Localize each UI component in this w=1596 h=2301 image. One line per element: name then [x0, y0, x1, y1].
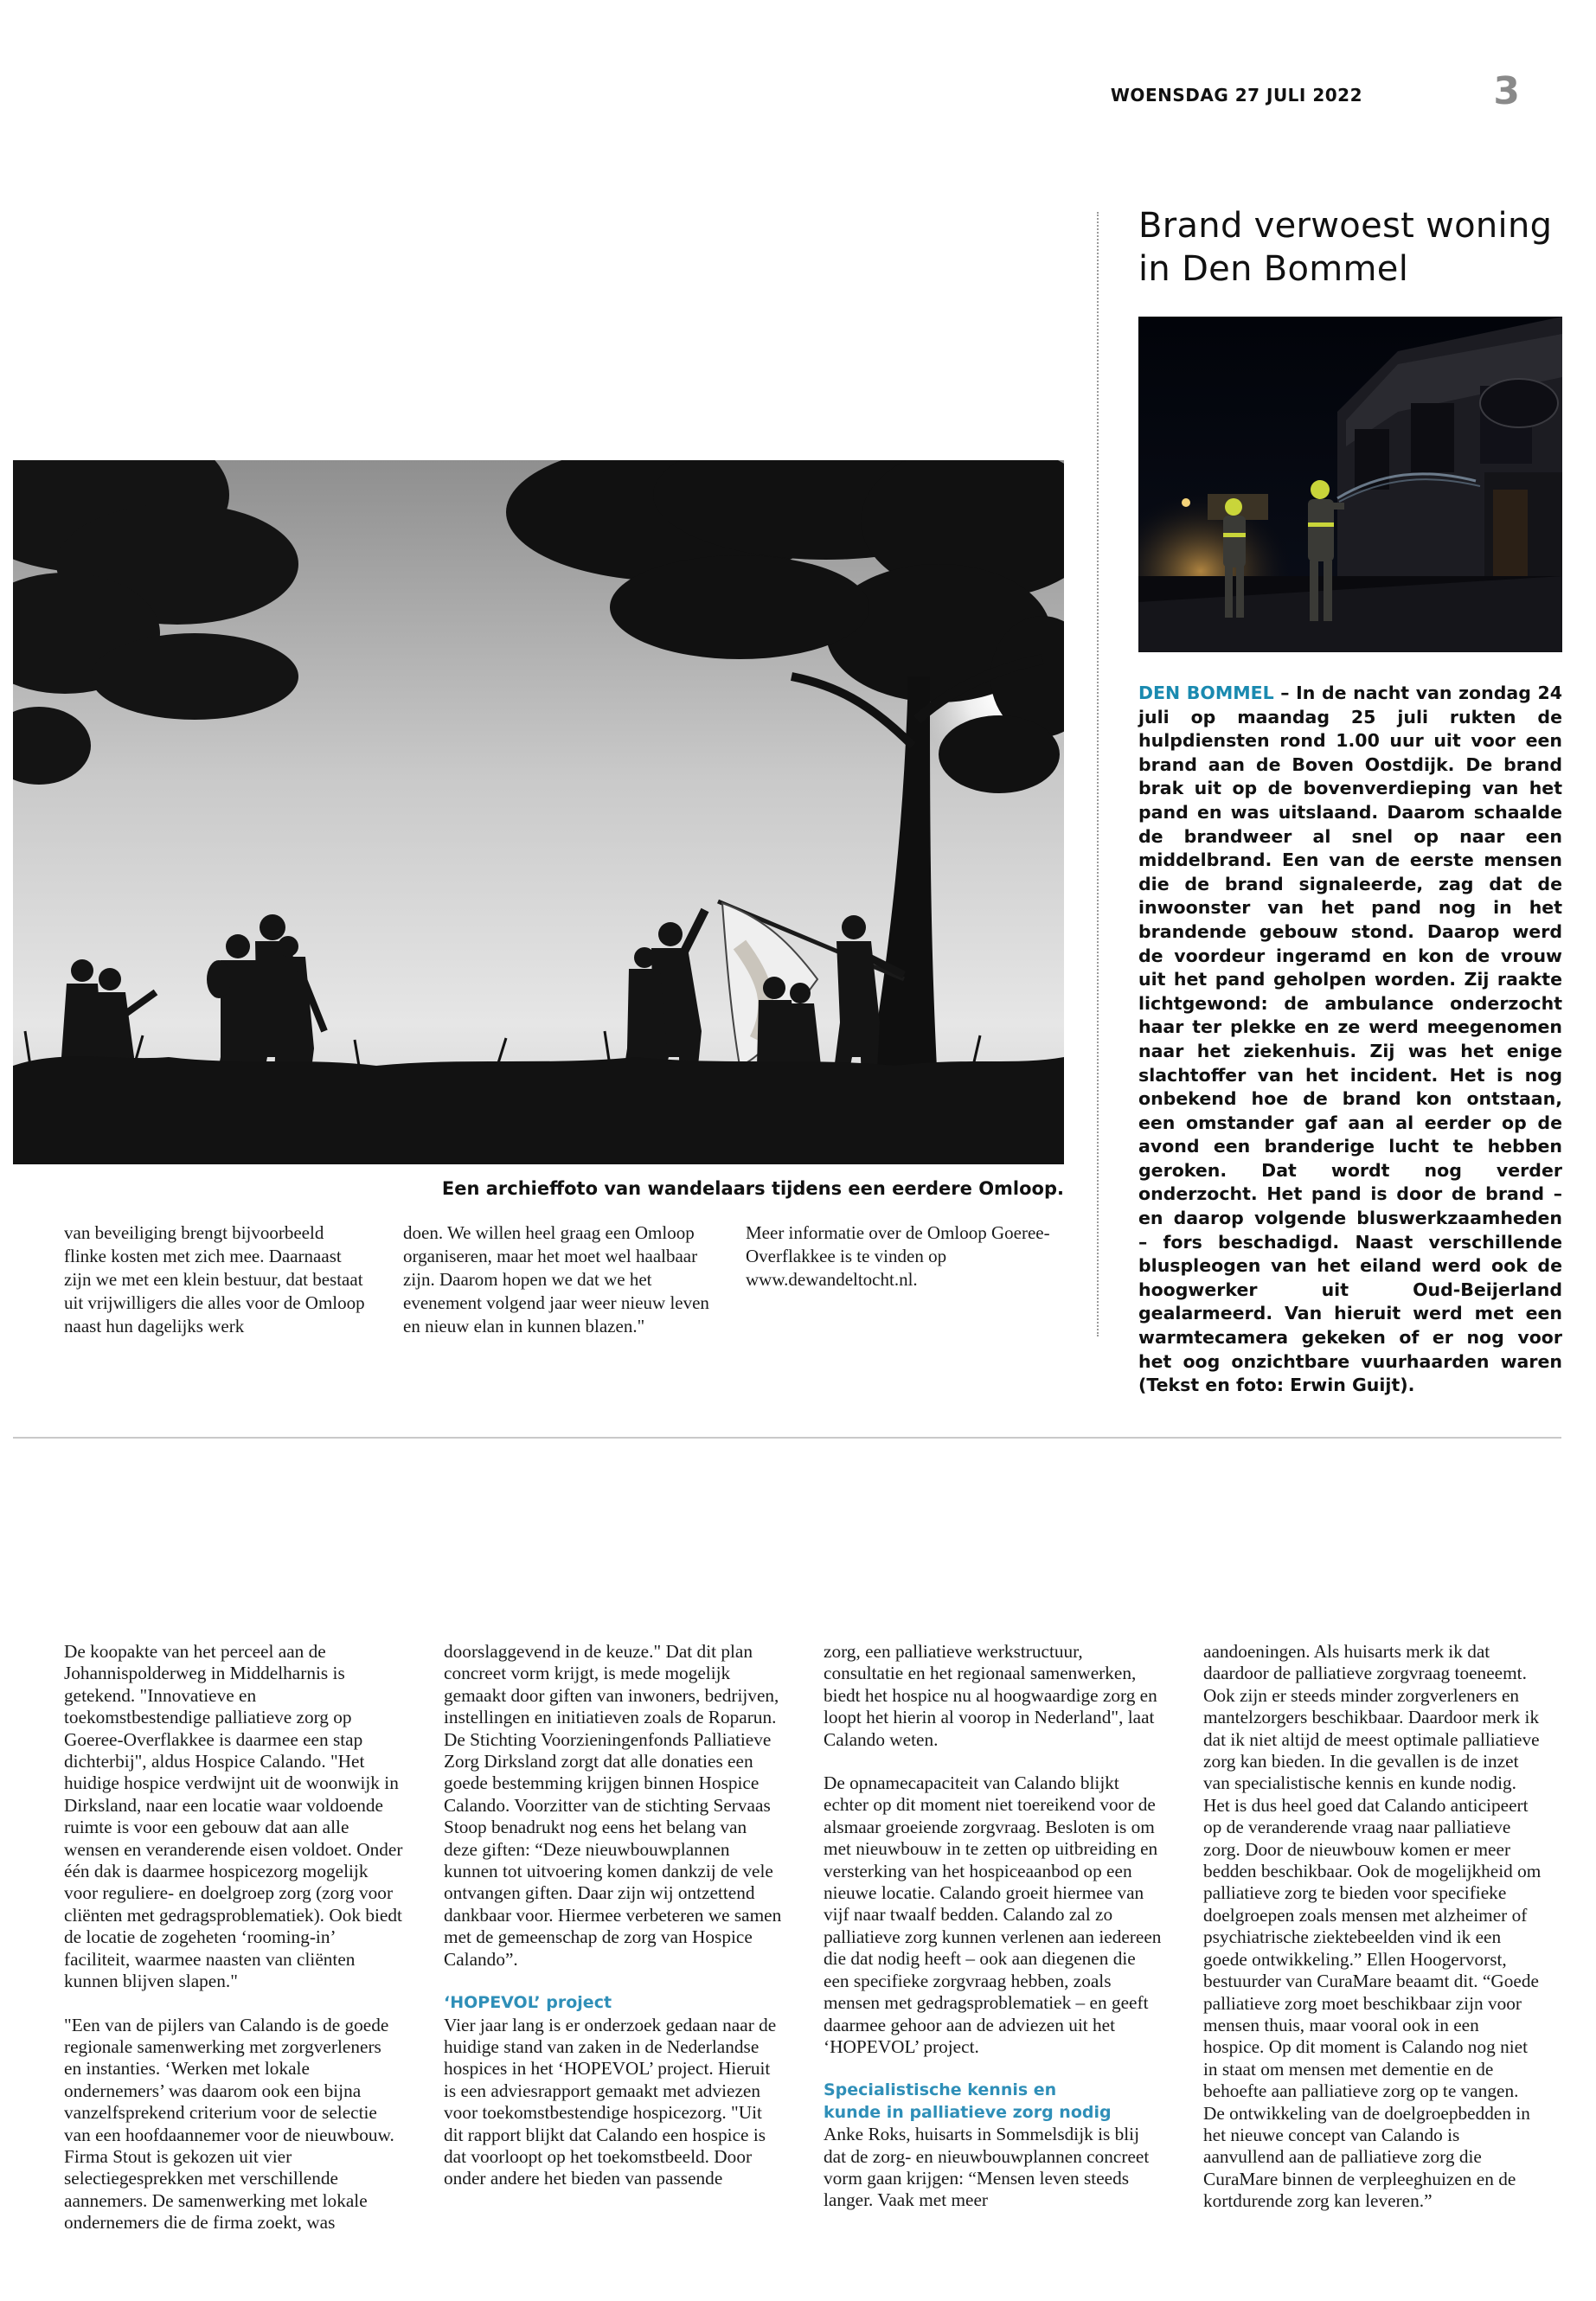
walkers-photo — [13, 460, 1064, 1164]
hospice-article-col-3 — [824, 1641, 1163, 2234]
issue-date: WOENSDAG 27 JULI 2022 — [1110, 85, 1362, 106]
subheading-line-2: kunde in palliatieve zorg nodig — [824, 2102, 1112, 2122]
walkers-photo-caption: Een archieffoto van wandelaars tijdens een eerdere Omloop. — [441, 1178, 1064, 1199]
paragraph: zorg, een palliatieve werkstructuur, consultatie en het regionaal samenwerken, biedt het hospice nu al hoogwaardige zorg en loopt het hierin al voorop in Nederland", laat Calando weten. — [824, 1641, 1157, 1750]
headline-line-1: Brand verwoest woning — [1138, 206, 1553, 246]
paragraph: doorslaggevend in de keuze." Dat dit plan concreet vorm krijgt, is mede mogelijk gemaakt door giften van inwoners, bedrijven, instellingen en initiatieven zoals de Roparun. De Stichting Voorzieningenfonds Palliatieve Zorg Dirksland zorgt dat alle donaties een goede bestemming krijgen binnen Hospice Calando. Voorzitter van de stichting Servaas Stoop benadrukt nog eens het belang van deze giften: “Deze nieuwbouwplannen kunnen tot uitvoering komen dankzij de vele ontvangen giften. Daar zijn wij ontzettend dankbaar voor. Hiermee verbeteren we samen met de gemeenschap de zorg van Hospice Calando”. — [444, 1641, 782, 1970]
paragraph: "Een van de pijlers van Calando is de goede regionale samenwerking met zorgverleners en instanties. ‘Werken met lokale ondernemers’ was daarom ook een bijna vanzelfsprekend criterium voor de selectie van een hoofdaannemer voor de nieuwbouw. Firma Stout is gekozen uit vier selectiegesprekken met verschillende aannemers. De samenwerking met lokale ondernemers die de firma zoekt, was — [64, 2014, 394, 2234]
brand-article-body — [1138, 682, 1562, 1398]
hospice-article-col-2 — [444, 1641, 783, 2212]
section-divider — [13, 1437, 1561, 1439]
subheading-specialistische-kennis — [824, 2080, 1163, 2124]
walk-article-col-1: van beveiliging brengt bijvoorbeeld flinke kosten met zich mee. Daarnaast zijn we met een klein bestuur, dat bestaat uit vrijwilligers die alles voor de Omloop naast hun dagelijks werk — [64, 1222, 365, 1336]
dateline: DEN BOMMEL — [1138, 683, 1274, 703]
walk-article-col-3: Meer informatie over de Omloop Goeree-Overflakkee is te vinden op www.dewandeltocht.nl. — [746, 1222, 1050, 1290]
hospice-article-col-4 — [1203, 1641, 1542, 2234]
brand-article-headline — [1138, 204, 1554, 291]
brand-article-text: – In de nacht van zondag 24 juli op maandag 25 juli rukten de hulpdiensten rond 1.00 uur uit voor een brand aan de Boven Oostdijk. De brand brak uit op de bovenverdieping van het pand en was uitslaand. Daarom schaalde de brandweer al snel op naar een middelbrand. Een van de eerste mensen die de brand signaleerde, zag dat de inwoonster van het pand nog in het brandende gebouw stond. Daarop werd de voordeur ingeramd en kon de vrouw uit het pand geholpen worden. Zij raakte lichtgewond: de ambulance onderzocht haar ter plekke en ze werd meegenomen naar het ziekenhuis. Zij was het enige slachtoffer van het incident. Het is nog onbekend hoe de brand kon ontstaan, een omstander gaf aan al eerder op de avond een branderige lucht te hebben geroken. Dat wordt nog verder onderzocht. Het pand is door de brand – en daarop volgende bluswerkzaamheden – fors beschadigd. Naast verschillende bluspleogen van het eiland werd ook de hoogwerker uit Oud-Beijerland gealarmeerd. Van hieruit werd met een warmtecamera gekeken of er nog voor het oog onzichtbare vuurhaarden waren (Tekst en foto: Erwin Guijt). — [1138, 683, 1563, 1396]
walk-article-col-2: doen. We willen heel graag een Omloop organiseren, maar het moet wel haalbaar zijn. Daarom hopen we dat we het evenement volgend jaar weer nieuw leven en nieuw elan in kunnen blazen." — [403, 1222, 709, 1336]
paragraph: Anke Roks, huisarts in Sommelsdijk is blij dat de zorg- en nieuwbouwplannen concreet vorm gaan krijgen: “Mensen leven steeds langer. Vaak met meer — [824, 2124, 1150, 2211]
paragraph: De opnamecapaciteit van Calando blijkt echter op dit moment niet toereikend voor de alsmaar groeiende zorgvraag. Besloten is om met nieuwbouw in te zetten op uitbreiding en versterking van het hospiceaanbod op een nieuwe locatie. Calando groeit hiermee van vijf naar twaalf bedden. Calando zal zo palliatieve zorg kunnen verlenen aan iedereen die dat nodig heeft – ook aan diegenen die een specifieke zorgvraag hebben, zoals mensen met gedragsproblematiek – en geeft daarmee gehoor aan de adviezen uit het ‘HOPEVOL’ project. — [824, 1772, 1162, 2057]
headline-line-2: in Den Bommel — [1138, 249, 1409, 289]
paragraph: Vier jaar lang is er onderzoek gedaan naar de huidige stand van zaken in de Nederlandse hospices in het ‘HOPEVOL’ project. Hieruit is een adviesrapport gemaakt met adviezen voor toekomstbestendige hospicezorg. "Uit dit rapport blijkt dat Calando een hospice is dat voorloopt op het toekomstbeeld. Door onder andere het bieden van passende — [444, 2014, 777, 2189]
paragraph: aandoeningen. Als huisarts merk ik dat daardoor de palliatieve zorgvraag toeneemt. Ook zijn er steeds minder zorgverleners en mantelzorgers beschikbaar. Daardoor merk ik dat ik niet altijd de meest optimale palliatieve zorg kan bieden. In die gevallen is de inzet van specialistische kennis en kunde nodig. Het is dus heel goed dat Calando anticipeert op de veranderende vraag naar palliatieve zorg. Door de nieuwbouw komen er meer bedden beschikbaar. Ook de mogelijkheid om palliatieve zorg te bieden voor specifieke doelgroepen zoals mensen met alzheimer of psychiatrische ziektebeelden vind ik een goede ontwikkeling.” Ellen Hoogervorst, bestuurder van CuraMare beaamt dit. “Goede palliatieve zorg moet beschikbaar zijn voor mensen thuis, maar vooral ook in een hospice. Op dit moment is Calando nog niet in staat om mensen met dementie en de behoefte aan palliatieve zorg op te vangen. De ontwikkeling van de doelgroepbedden in het nieuwe concept van Calando is aanvullend aan de palliatieve zorg die CuraMare binnen de verpleeghuizen en de kortdurende zorg kan leveren.” — [1203, 1641, 1542, 2212]
fire-photo — [1138, 317, 1562, 652]
subheading-hopevol: ‘HOPEVOL’ project — [444, 1993, 612, 2013]
page-number: 3 — [1493, 69, 1520, 113]
column-divider — [1097, 212, 1099, 1336]
subheading-line-1: Specialistische kennis en — [824, 2080, 1057, 2100]
paragraph: De koopakte van het perceel aan de Johannispolderweg in Middelharnis is getekend. "Innovatieve en toekomstbestendige palliatieve zorg op Goeree-Overflakkee is daarmee een stap dichterbij", aldus Hospice Calando. "Het huidige hospice verdwijnt uit de woonwijk in Dirksland, naar een locatie waar voldoende ruimte is voor een gebouw dat aan alle wensen en veranderende eisen voldoet. Onder één dak is daarmee hospicezorg mogelijk voor reguliere- en doelgroep zorg (zorg voor cliënten met gedragsproblematiek). Ook biedt de locatie de zogeheten ‘rooming-in’ faciliteit, waarmee naasten van cliënten kunnen blijven slapen." — [64, 1641, 403, 1992]
hospice-article-col-1 — [64, 1641, 403, 2256]
